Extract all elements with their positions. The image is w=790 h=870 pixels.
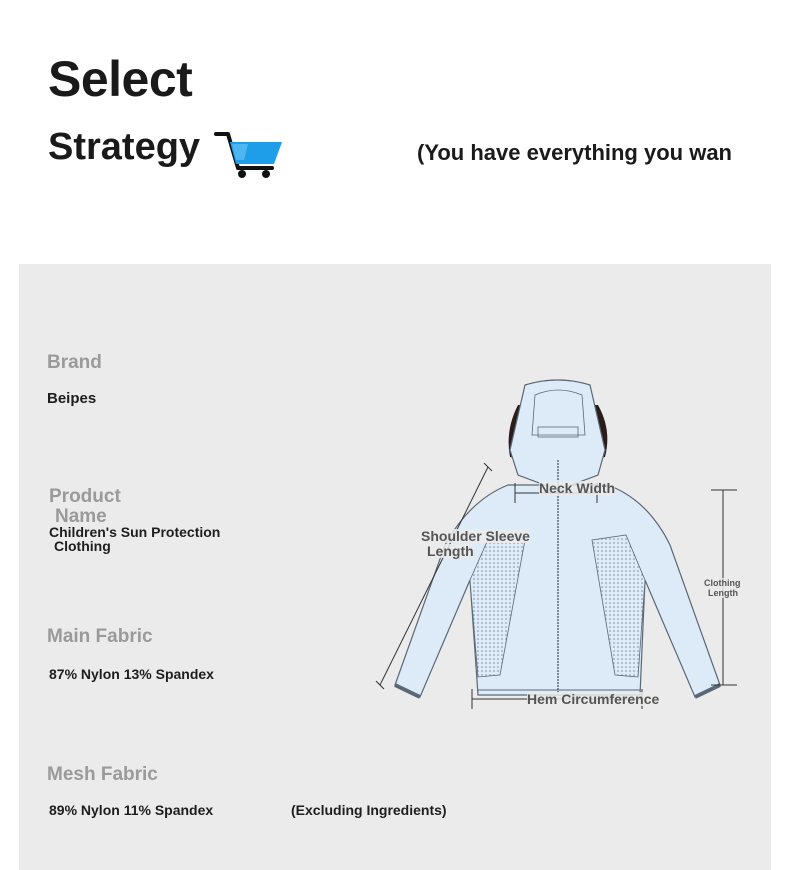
- page-title: Select: [48, 51, 193, 107]
- clothing-length-label-line1: Clothing: [704, 578, 741, 588]
- product-name-value-line2: Clothing: [54, 538, 111, 554]
- main-fabric-value: 87% Nylon 13% Spandex: [49, 666, 214, 682]
- main-fabric-label: Main Fabric: [47, 626, 153, 647]
- product-name-value-line1: Children's Sun Protection: [49, 524, 221, 540]
- clothing-length-label-line2: Length: [708, 588, 738, 598]
- mesh-fabric-label: Mesh Fabric: [47, 764, 158, 785]
- jacket-diagram: [360, 365, 760, 715]
- neck-width-label: Neck Width: [539, 480, 616, 496]
- shoulder-sleeve-label-line2: Length: [427, 543, 474, 559]
- shopping-cart-icon: [214, 130, 286, 182]
- page-subtitle: Strategy: [48, 126, 201, 168]
- mesh-fabric-value: 89% Nylon 11% Spandex: [49, 802, 214, 818]
- hem-circumference-label: Hem Circumference: [527, 691, 660, 707]
- brand-label: Brand: [47, 352, 102, 373]
- mesh-fabric-note: (Excluding Ingredients): [291, 802, 447, 818]
- product-name-label-line1: Product: [49, 486, 121, 507]
- product-name-label-line2: Name: [55, 506, 107, 527]
- tagline: (You have everything you wan: [417, 140, 732, 165]
- shoulder-sleeve-label-line1: Shoulder Sleeve: [421, 528, 530, 544]
- brand-value: Beipes: [47, 390, 97, 407]
